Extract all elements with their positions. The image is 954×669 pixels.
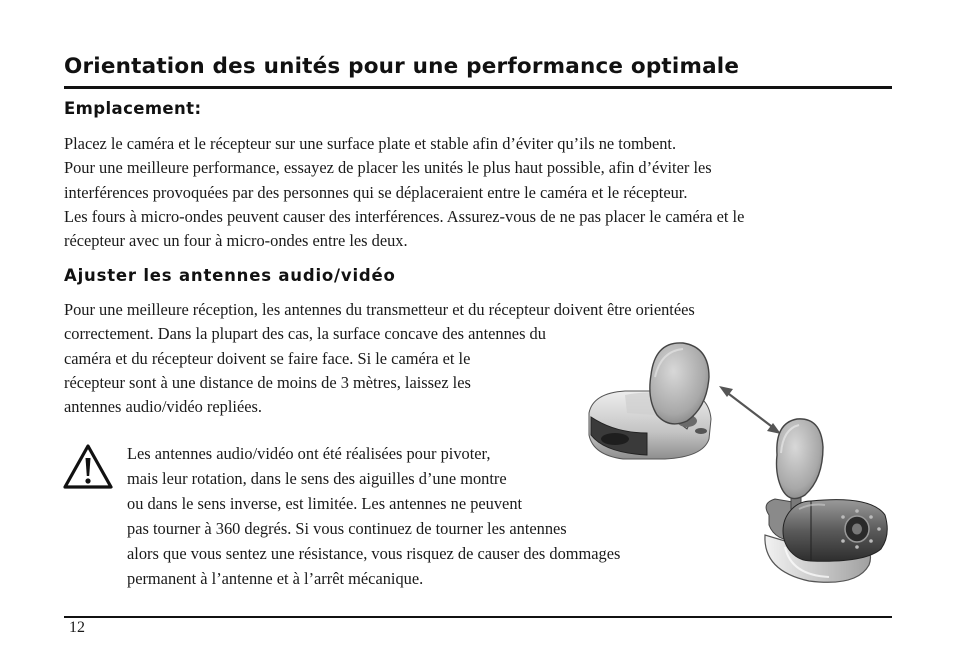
paragraph-emplacement [64,132,892,253]
text-line: Pour une meilleure performance, essayez de placer les unités le plus haut possible, afin d’éviter les [64,158,712,178]
text-line: récepteur avec un four à micro-ondes entre les deux. [64,231,408,251]
page-title: Orientation des unités pour une performance optimale [64,54,740,79]
title-underline [64,86,892,89]
warning-triangle-icon [62,443,114,491]
text-line: alors que vous sentez une résistance, vous risquez de causer des dommages [127,544,621,563]
page-number: 12 [69,619,85,636]
text-line: mais leur rotation, dans le sens des aiguilles d’une montre [127,469,507,488]
text-line: interférences provoquées par des personnes qui se déplaceraient entre le caméra et le récepteur. [64,182,688,202]
text-line: correctement. Dans la plupart des cas, la surface concave des antennes du [64,324,546,344]
text-line: Les fours à micro-ondes peuvent causer des interférences. Assurez-vous de ne pas placer le caméra et le [64,206,745,226]
text-line: caméra et du récepteur doivent se faire face. Si le caméra et le [64,348,471,368]
text-line: antennes audio/vidéo repliées. [64,397,262,417]
camera-unit [765,419,887,582]
receiver-unit [589,343,711,459]
text-line: ou dans le sens inverse, est limitée. Les antennes ne peuvent [127,494,523,513]
double-arrow-icon [719,386,781,434]
text-line: Pour une meilleure réception, les antennes du transmetteur et du récepteur doivent être orientées [64,300,695,319]
text-line: récepteur sont à une distance de moins de 3 mètres, laissez les [64,372,471,392]
text-line: Les antennes audio/vidéo ont été réalisées pour pivoter, [127,444,491,463]
footer-rule [64,616,892,618]
heading-ajuster-antennes: Ajuster les antennes audio/vidéo [64,266,396,285]
text-line: pas tourner à 360 degrés. Si vous continuez de tourner les antennes [127,519,567,538]
heading-emplacement: Emplacement: [64,99,202,118]
text-line: Placez le caméra et le récepteur sur une surface plate et stable afin d’éviter qu’ils ne tombent. [64,134,677,153]
text-line: permanent à l’antenne et à l’arrêt mécanique. [127,569,424,588]
camera-receiver-illustration [585,335,895,607]
